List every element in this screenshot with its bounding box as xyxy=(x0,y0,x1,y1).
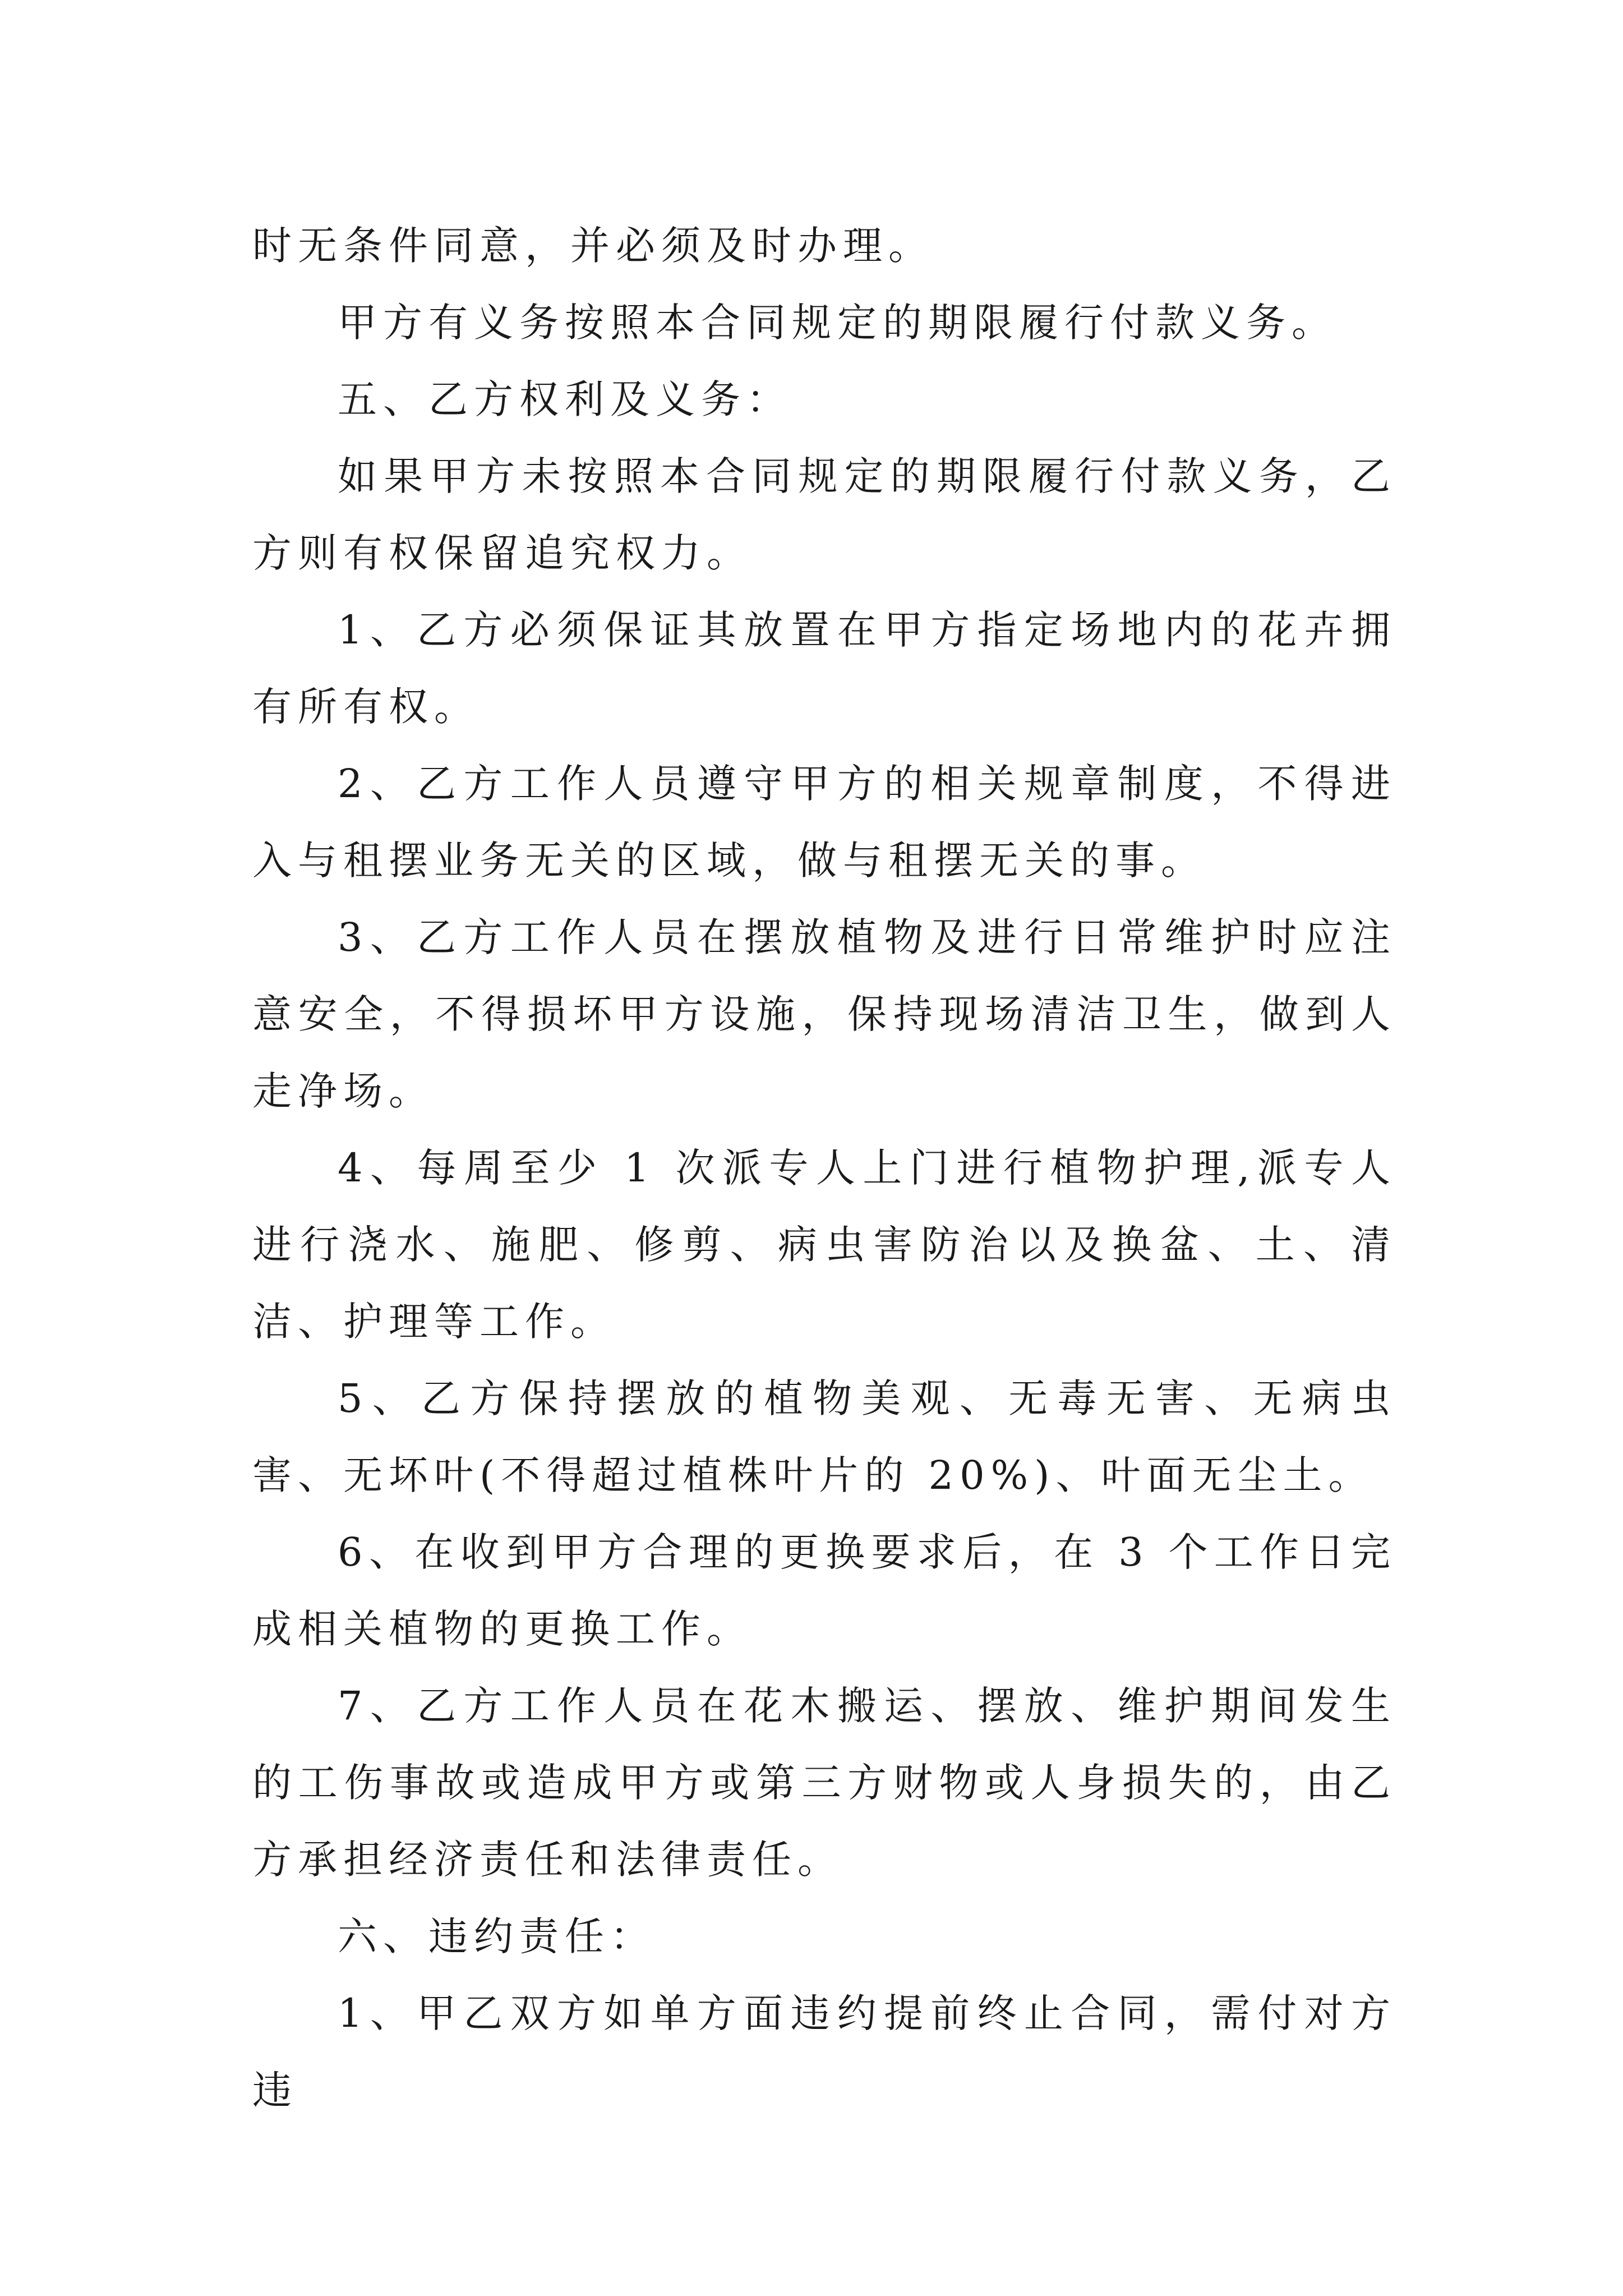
paragraph-party-b-right-to-pursue: 如果甲方未按照本合同规定的期限履行付款义务，乙方则有权保留追究权力。 xyxy=(252,453,1396,576)
section-heading-breach: 六、违约责任： xyxy=(338,1913,656,1959)
clause-1-ownership: 1、乙方必须保证其放置在甲方指定场地内的花卉拥有所有权。 xyxy=(252,607,1396,730)
clause-2-rules-compliance: 2、乙方工作人员遵守甲方的相关规章制度，不得进入与租摆业务无关的区域，做与租摆无关的事。 xyxy=(252,761,1396,884)
clause-1-early-termination: 1、甲乙双方如单方面违约提前终止合同，需付对方违 xyxy=(252,1990,1396,2113)
paragraph-payment-obligation: 甲方有义务按照本合同规定的期限履行付款义务。 xyxy=(338,300,1337,346)
paragraph-continuation: 时无条件同意，并必须及时办理。 xyxy=(252,223,934,269)
document-body xyxy=(252,208,1396,2129)
section-heading-party-b-rights: 五、乙方权利及义务： xyxy=(338,376,792,422)
clause-6-replacement: 6、在收到甲方合理的更换要求后，在 3 个工作日完成相关植物的更换工作。 xyxy=(252,1529,1396,1652)
clause-7-liability: 7、乙方工作人员在花木搬运、摆放、维护期间发生的工伤事故或造成甲方或第三方财物或人身损失的，由乙方承担经济责任和法律责任。 xyxy=(252,1683,1396,1883)
clause-3-safety: 3、乙方工作人员在摆放植物及进行日常维护时应注意安全，不得损坏甲方设施，保持现场清洁卫生，做到人走净场。 xyxy=(252,914,1396,1114)
clause-5-plant-quality: 5、乙方保持摆放的植物美观、无毒无害、无病虫害、无坏叶(不得超过植株叶片的 20%)、叶面无尘土。 xyxy=(252,1375,1396,1498)
clause-4-weekly-care: 4、每周至少 1 次派专人上门进行植物护理,派专人进行浇水、施肥、修剪、病虫害防治以及换盆、土、清洁、护理等工作。 xyxy=(252,1145,1396,1345)
